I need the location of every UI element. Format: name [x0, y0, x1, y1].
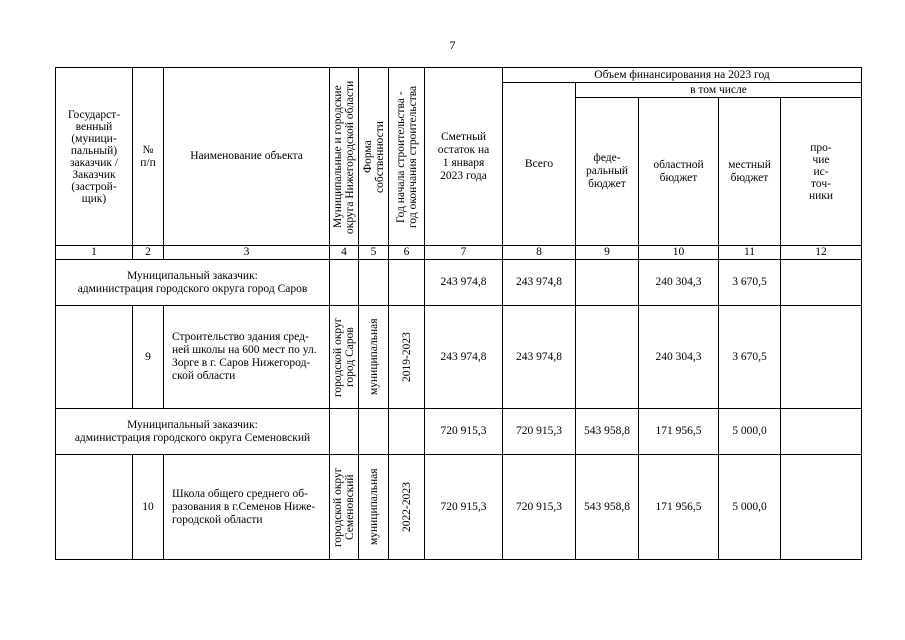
empty-cell: [56, 306, 133, 409]
group-other: [781, 260, 862, 306]
column-number: 3: [164, 246, 330, 260]
item-other: [781, 455, 862, 560]
column-number: 1: [56, 246, 133, 260]
empty-cell: [389, 409, 425, 455]
item-district-text: городской округ Семеновский: [332, 467, 356, 547]
group-regional: 240 304,3: [639, 260, 719, 306]
header-including: в том числе: [576, 83, 862, 98]
financing-table: [55, 67, 862, 560]
item-years-text: 2022-2023: [400, 482, 413, 532]
header-funding-volume: Объем финансирования на 2023 год: [503, 68, 862, 83]
group-total: 243 974,8: [503, 260, 576, 306]
header-customer: Государст- венный (муници- пальный) заказчик / Заказчик (застрой- щик): [56, 68, 133, 246]
item-years-text: 2019-2023: [400, 332, 413, 382]
column-number: 5: [359, 246, 389, 260]
group-row-semenovsky: [56, 409, 862, 455]
item-ownership-text: муниципальная: [367, 468, 380, 546]
header-regional-budget: областной бюджет: [639, 98, 719, 246]
item-district-text: городской округ город Саров: [332, 317, 356, 397]
group-estimated-balance: 243 974,8: [425, 260, 503, 306]
column-number: 10: [639, 246, 719, 260]
empty-cell: [359, 260, 389, 306]
item-district: [330, 306, 359, 409]
item-row-10: [56, 455, 862, 560]
item-num: 9: [133, 306, 164, 409]
column-number: 4: [330, 246, 359, 260]
empty-cell: [330, 260, 359, 306]
item-regional: 240 304,3: [639, 306, 719, 409]
group-customer: Муниципальный заказчик: администрация городского округа город Саров: [56, 260, 330, 306]
item-local: 5 000,0: [719, 455, 781, 560]
header-construction-years: [389, 68, 425, 246]
header-row-1: [56, 68, 862, 83]
group-row-sarov: [56, 260, 862, 306]
header-other-sources: про- чие ис- точ- ники: [781, 98, 862, 246]
column-number: 11: [719, 246, 781, 260]
group-total: 720 915,3: [503, 409, 576, 455]
header-object-name: Наименование объекта: [164, 68, 330, 246]
item-row-9: [56, 306, 862, 409]
header-construction-years-text: Год начала строительства - год окончания строительства: [394, 85, 419, 228]
item-ownership: [359, 306, 389, 409]
header-federal-budget: феде- ральный бюджет: [576, 98, 639, 246]
item-ownership-text: муниципальная: [367, 318, 380, 396]
header-num: № п/п: [133, 68, 164, 246]
column-number: 9: [576, 246, 639, 260]
group-local: 3 670,5: [719, 260, 781, 306]
column-number: 2: [133, 246, 164, 260]
header-ownership-form: [359, 68, 389, 246]
item-years: [389, 455, 425, 560]
empty-cell: [389, 260, 425, 306]
item-district: [330, 455, 359, 560]
group-federal: 543 958,8: [576, 409, 639, 455]
column-numbers-row: [56, 246, 862, 260]
empty-cell: [56, 455, 133, 560]
page-number: 7: [449, 38, 456, 52]
item-federal: [576, 306, 639, 409]
header-estimated-balance: Сметный остаток на 1 января 2023 года: [425, 68, 503, 246]
header-ownership-form-text: Форма собственности: [361, 120, 386, 193]
item-years: [389, 306, 425, 409]
group-local: 5 000,0: [719, 409, 781, 455]
column-number: 7: [425, 246, 503, 260]
group-federal: [576, 260, 639, 306]
item-other: [781, 306, 862, 409]
header-municipal-districts: [330, 68, 359, 246]
group-other: [781, 409, 862, 455]
item-name: Школа общего среднего об- разования в г.Семенов Ниже- городской области: [164, 455, 330, 560]
item-estimated-balance: 720 915,3: [425, 455, 503, 560]
item-federal: 543 958,8: [576, 455, 639, 560]
column-number: 8: [503, 246, 576, 260]
column-number: 12: [781, 246, 862, 260]
header-municipal-districts-text: Муниципальные и городские округа Нижегородской области: [332, 79, 356, 234]
item-estimated-balance: 243 974,8: [425, 306, 503, 409]
item-ownership: [359, 455, 389, 560]
item-total: 243 974,8: [503, 306, 576, 409]
header-local-budget: местный бюджет: [719, 98, 781, 246]
header-total: Всего: [503, 83, 576, 246]
group-regional: 171 956,5: [639, 409, 719, 455]
item-total: 720 915,3: [503, 455, 576, 560]
group-estimated-balance: 720 915,3: [425, 409, 503, 455]
item-num: 10: [133, 455, 164, 560]
item-regional: 171 956,5: [639, 455, 719, 560]
empty-cell: [330, 409, 359, 455]
item-local: 3 670,5: [719, 306, 781, 409]
empty-cell: [359, 409, 389, 455]
item-name: Строительство здания сред- ней школы на 600 мест по ул. Зорге в г. Саров Нижегород- ской области: [164, 306, 330, 409]
group-customer: Муниципальный заказчик: администрация городского округа Семеновский: [56, 409, 330, 455]
column-number: 6: [389, 246, 425, 260]
